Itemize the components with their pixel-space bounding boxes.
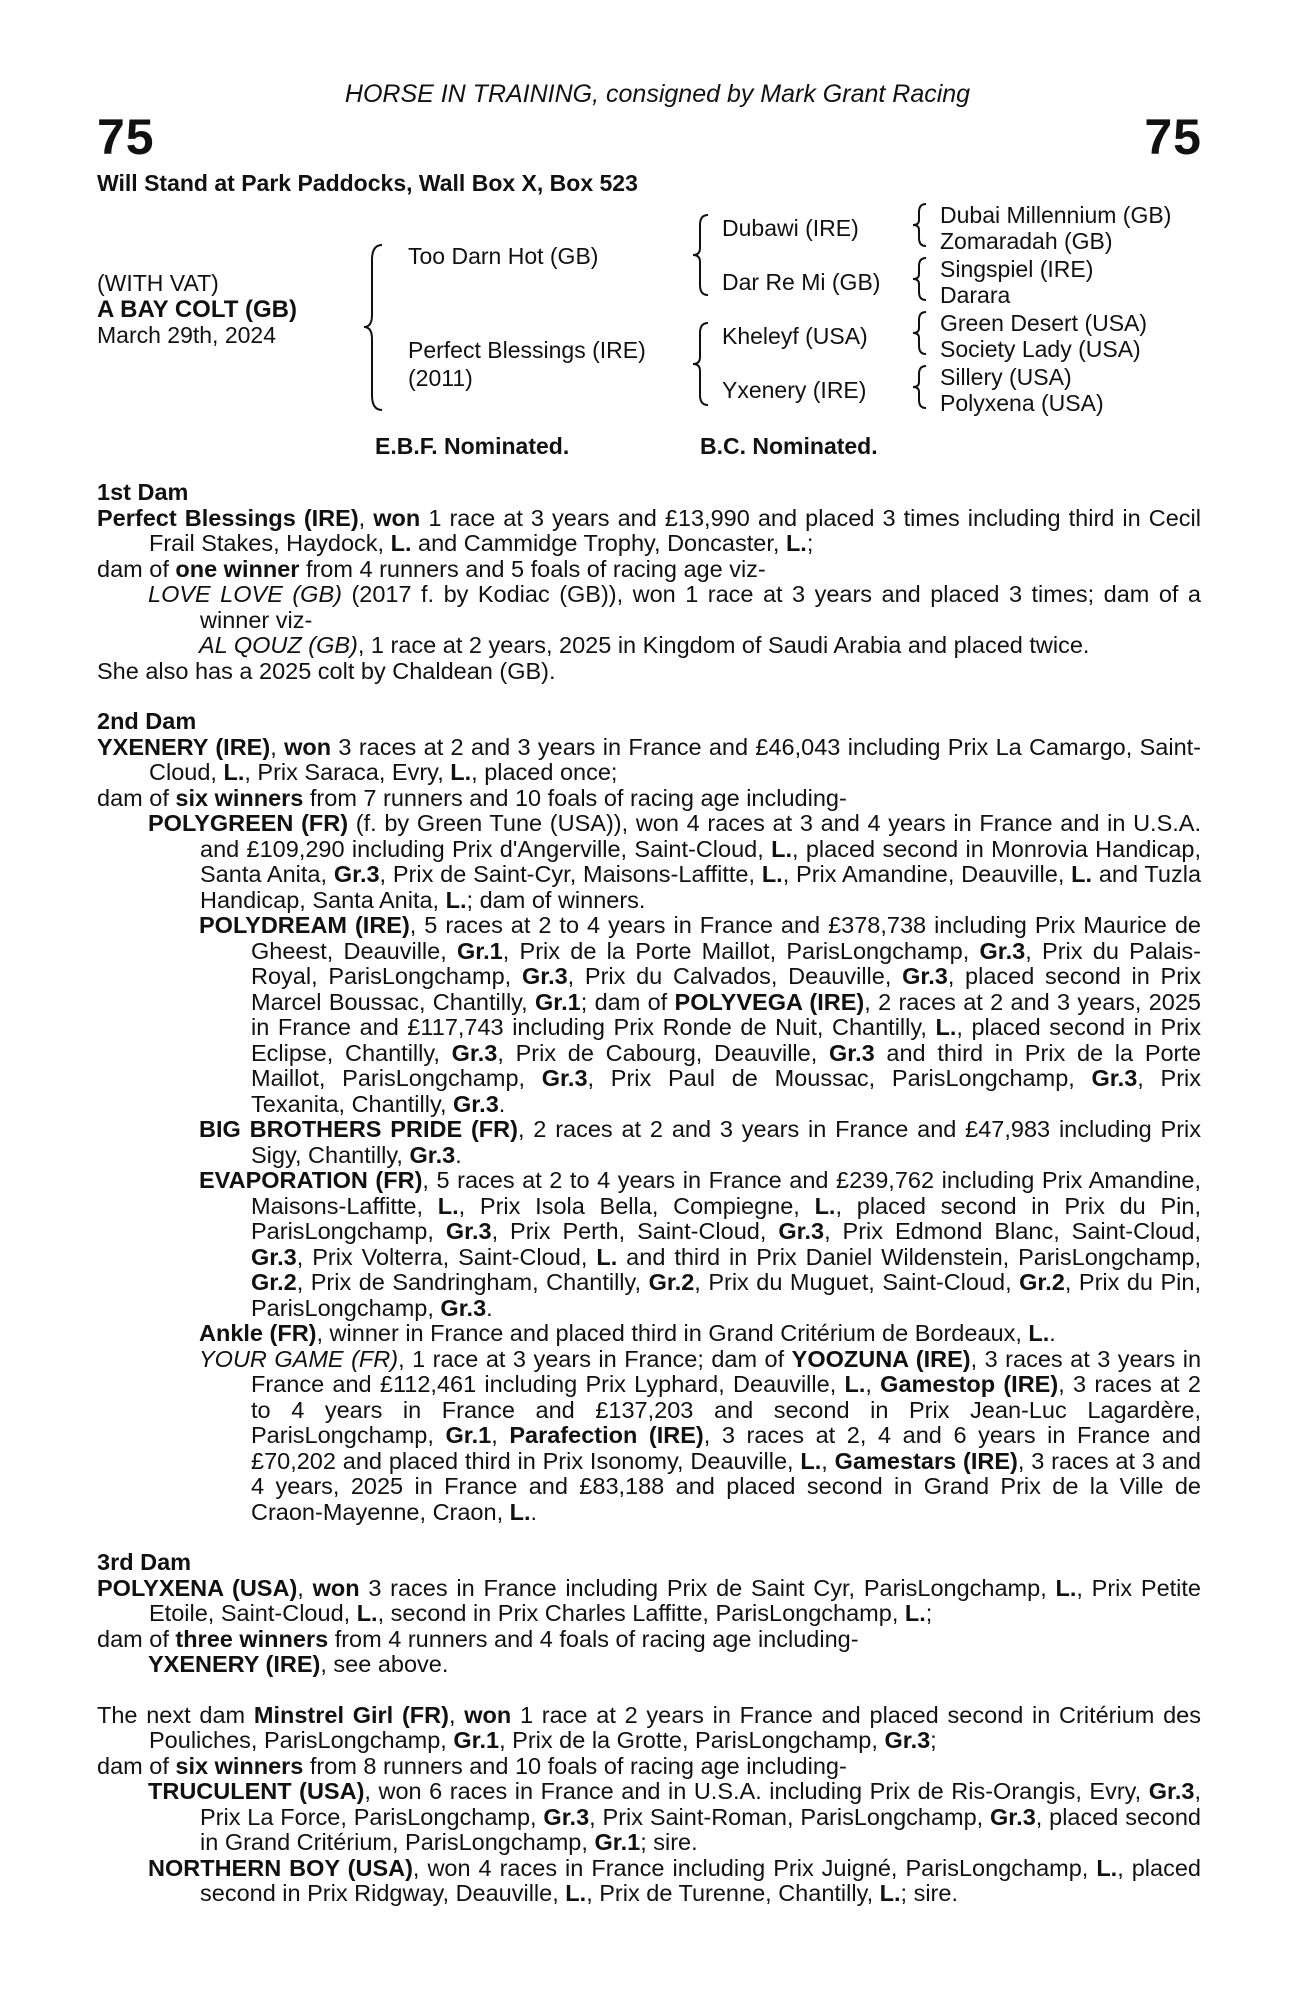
stand-location: Will Stand at Park Paddocks, Wall Box X, Box 523 (97, 170, 638, 196)
pedigree-dam-dam: Yxenery (IRE) (722, 377, 867, 403)
produce-big-brothers-pride: BIG BROTHERS PRIDE (FR), 2 races at 2 and 3 years in France and £47,983 including Prix Sigy, Chantilly, Gr.3. (199, 1116, 1202, 1168)
second-dam-produce: dam of six winners from 7 runners and 10 foals of racing age including- (97, 784, 847, 811)
pedigree-brace-sd (910, 254, 932, 304)
produce-truculent: TRUCULENT (USA), won 6 races in France and in U.S.A. including Prix de Ris-Orangis, Evry, Gr.3, Prix La Force, ParisLongchamp, Gr.3, Prix Saint-Roman, ParisLongchamp, Gr.3, placed second in Grand Critérium, ParisLongchamp, Gr.1; sire. (148, 1778, 1201, 1855)
produce-al-qouz: AL QOUZ (GB), 1 race at 2 years, 2025 in Kingdom of Saudi Arabia and placed twice. (199, 632, 1090, 658)
pedigree-sds: Singspiel (IRE) (940, 256, 1094, 282)
pedigree-brace-main (360, 240, 390, 415)
produce-evaporation: EVAPORATION (FR), 5 races at 2 to 4 years in France and £239,762 including Prix Amandine, Maisons-Laffitte, L., Prix Isola Bella, Compiegne, L., placed second in Prix du Pin, ParisLongchamp, Gr.3, Prix Perth, Saint-Cloud, Gr.3, Prix Edmond Blanc, Saint-Cloud, Gr.3, Prix Volterra, Saint-Cloud, L. and third in Prix Daniel Wildenstein, ParisLongchamp, Gr.2, Prix de Sandringham, Chantilly, Gr.2, Prix du Muguet, Saint-Cloud, Gr.2, Prix du Pin, ParisLongchamp, Gr.3. (199, 1167, 1201, 1321)
third-dam-record: POLYXENA (USA), won 3 races in France including Prix de Saint Cyr, ParisLongchamp, L., Prix Petite Etoile, Saint-Cloud, L., second in Prix Charles Laffitte, ParisLongchamp, L.; (97, 1574, 1202, 1626)
pedigree-sire: Too Darn Hot (GB) (408, 243, 599, 269)
next-dam-produce: dam of six winners from 8 runners and 10 foals of racing age including- (97, 1752, 847, 1779)
produce-your-game: YOUR GAME (FR), 1 race at 3 years in France; dam of YOOZUNA (IRE), 3 races at 3 years in France and £112,461 including Prix Lyphard, Deauville, L., Gamestop (IRE), 3 races at 2 to 4 years in France and £137,203 and second in Prix Jean-Luc Lagardère, ParisLongchamp, Gr.1, Parafection (IRE), 3 races at 2, 4 and 6 years in France and £70,202 and placed third in Prix Isonomy, Deauville, L., Gamestars (IRE), 3 races at 3 and 4 years, 2025 in France and £83,188 and placed second in Grand Prix de la Ville de Craon-Mayenne, Craon, L.. (199, 1345, 1202, 1525)
pedigree-brace-dd (910, 362, 932, 412)
produce-ankle: Ankle (FR), winner in France and placed third in Grand Critérium de Bordeaux, L.. (199, 1320, 1056, 1346)
pedigree-ddd: Polyxena (USA) (940, 390, 1104, 416)
ebf-nomination: E.B.F. Nominated. (375, 433, 570, 459)
pedigree-sire-sire: Dubawi (IRE) (722, 215, 859, 241)
lot-number-right: 75 (1144, 109, 1202, 165)
first-dam-record: Perfect Blessings (IRE), won 1 race at 3 years and £13,990 and placed 3 times including third in Cecil Frail Stakes, Haydock, L. and Cammidge Trophy, Doncaster, L.; (97, 504, 1201, 556)
produce-polygreen: POLYGREEN (FR) (f. by Green Tune (USA)), won 4 races at 3 and 4 years in France and in U.S.A. and £109,290 including Prix d'Angerville, Saint-Cloud, L., placed second in Monrovia Handicap, Santa Anita, Gr.3, Prix de Saint-Cyr, Maisons-Laffitte, L., Prix Amandine, Deauville, L. and Tuzla Handicap, Santa Anita, L.; dam of winners. (148, 810, 1202, 913)
first-dam-foal-note: She also has a 2025 colt by Chaldean (GB). (97, 657, 556, 684)
produce-love-love: LOVE LOVE (GB) (2017 f. by Kodiac (GB)), won 1 race at 3 years and placed 3 times; dam of a winner viz- (148, 581, 1201, 633)
third-dam-produce: dam of three winners from 4 runners and 4 foals of racing age including- (97, 1625, 859, 1652)
first-dam-title: 1st Dam (97, 479, 189, 505)
pedigree-dss: Green Desert (USA) (940, 310, 1148, 336)
pedigree-brace-ds (910, 308, 932, 358)
pedigree-brace-ss (910, 200, 932, 250)
pedigree-ssd: Zomaradah (GB) (940, 228, 1113, 254)
pedigree-sire-dam: Dar Re Mi (GB) (722, 269, 881, 295)
produce-yxenery: YXENERY (IRE), see above. (148, 1651, 449, 1677)
pedigree-dam: Perfect Blessings (IRE) (408, 337, 646, 363)
produce-northern-boy: NORTHERN BOY (USA), won 4 races in France including Prix Juigné, ParisLongchamp, L., placed second in Prix Ridgway, Deauville, L., Prix de Turenne, Chantilly, L.; sire. (148, 1854, 1201, 1906)
lot-number-left: 75 (97, 109, 155, 165)
third-dam-title: 3rd Dam (97, 1549, 192, 1575)
catalogue-header: HORSE IN TRAINING, consigned by Mark Grant Racing (344, 80, 971, 108)
pedigree-dsd: Society Lady (USA) (940, 336, 1141, 362)
produce-polydream: POLYDREAM (IRE), 5 races at 2 to 4 years in France and £378,738 including Prix Maurice de Gheest, Deauville, Gr.1, Prix de la Porte Maillot, ParisLongchamp, Gr.3, Prix du Palais-Royal, ParisLongchamp, Gr.3, Prix du Calvados, Deauville, Gr.3, placed second in Prix Marcel Boussac, Chantilly, Gr.1; dam of POLYVEGA (IRE), 2 races at 2 and 3 years, 2025 in France and £117,743 including Prix Ronde de Nuit, Chantilly, L., placed second in Prix Eclipse, Chantilly, Gr.3, Prix de Cabourg, Deauville, Gr.3 and third in Prix de la Porte Maillot, ParisLongchamp, Gr.3, Prix Paul de Moussac, ParisLongchamp, Gr.3, Prix Texanita, Chantilly, Gr.3. (199, 912, 1202, 1117)
next-dam-record: The next dam Minstrel Girl (FR), won 1 race at 2 years in France and placed second in Critérium des Pouliches, ParisLongchamp, Gr.1, Prix de la Grotte, ParisLongchamp, Gr.3; (97, 1701, 1202, 1753)
pedigree-dam-year: (2011) (408, 365, 473, 391)
catalogue-body (97, 480, 1201, 1907)
second-dam-record: YXENERY (IRE), won 3 races at 2 and 3 years in France and £46,043 including Prix La Camargo, Saint-Cloud, L., Prix Saraca, Evry, L., placed once; (97, 733, 1201, 785)
pedigree-sdd: Darara (940, 282, 1011, 308)
pedigree-brace-dam (690, 318, 714, 410)
second-dam-title: 2nd Dam (97, 708, 197, 734)
pedigree-dds: Sillery (USA) (940, 364, 1072, 390)
pedigree-dam-sire: Kheleyf (USA) (722, 323, 868, 349)
dam-name: Perfect Blessings (IRE) (97, 504, 359, 531)
pedigree-brace-sire (690, 210, 714, 300)
horse-name: A BAY COLT (GB) (97, 296, 298, 323)
pedigree-sss: Dubai Millennium (GB) (940, 202, 1172, 228)
first-dam-produce: dam of one winner from 4 runners and 5 foals of racing age viz- (97, 555, 766, 582)
vat-note: (WITH VAT) (97, 270, 219, 296)
foaling-date: March 29th, 2024 (97, 322, 277, 348)
bc-nomination: B.C. Nominated. (700, 433, 878, 459)
